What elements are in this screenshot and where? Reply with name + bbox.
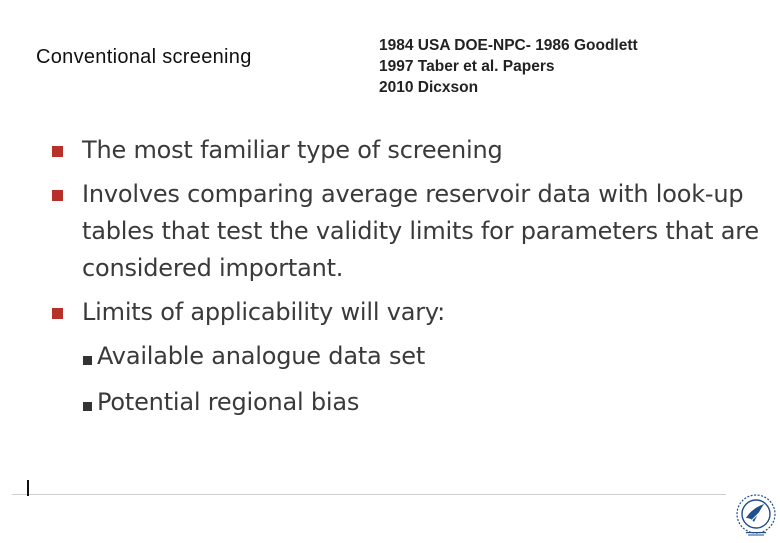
bullet-text: Involves comparing average reservoir data with look-up tables that test the validity limits for parameters that are considered important. [82,180,759,282]
bullet-square-icon [52,308,63,319]
bullet-item [52,294,772,331]
sub-bullet-square-icon [83,356,92,365]
references-block [379,35,638,98]
slide-title: Conventional screening [36,46,252,68]
text-cursor [27,480,29,496]
sub-bullet-item [83,338,772,375]
bullet-square-icon [52,146,63,157]
sub-bullet-text: Potential regional bias [97,388,360,416]
bullet-item [52,176,772,287]
bullet-list [52,132,772,430]
reference-line: 2010 Dicxson [379,79,479,96]
reference-line: 1997 Taber et al. Papers [379,58,555,75]
sub-bullet-item [83,384,772,421]
sub-bullet-square-icon [83,402,92,411]
bullet-text: Limits of applicability will vary: [82,298,446,326]
footer-divider [12,494,726,495]
bullet-square-icon [52,190,63,201]
bullet-text: The most familiar type of screening [82,136,503,164]
bullet-item [52,132,772,169]
reference-line: 1984 USA DOE-NPC- 1986 Goodlett [379,37,638,54]
sub-bullet-text: Available analogue data set [97,342,426,370]
institution-seal-icon [734,492,778,538]
